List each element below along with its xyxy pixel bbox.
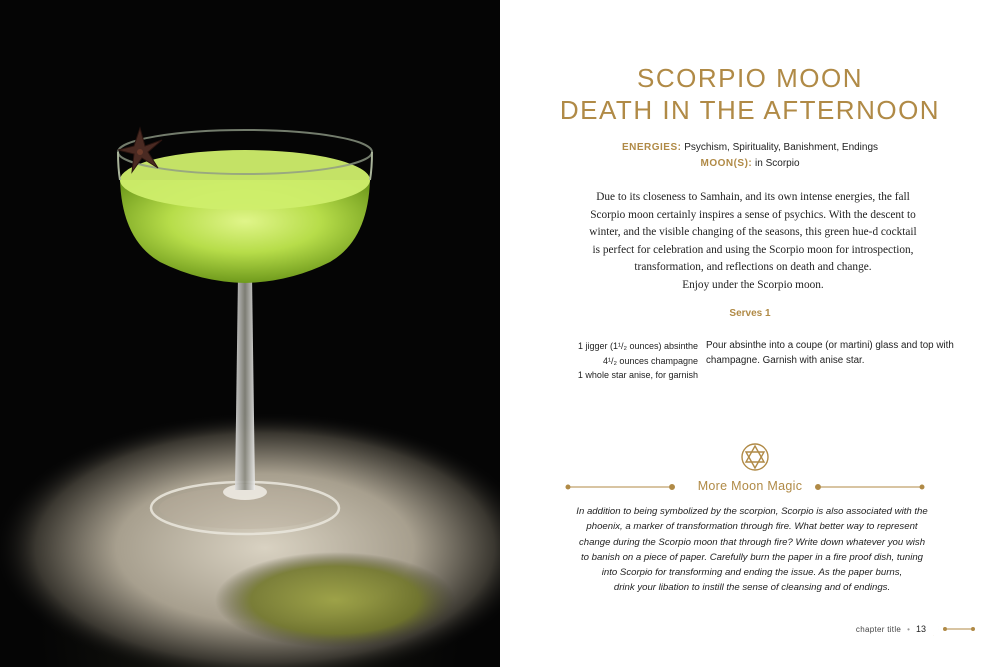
moons-label: MOON(S): xyxy=(700,158,753,169)
recipe-title-line1: SCORPIO MOON xyxy=(636,63,863,93)
more-moon-magic-heading: More Moon Magic xyxy=(697,479,803,493)
ingredient-item: 4¹/₂ ounces champagne xyxy=(602,355,698,366)
intro-line: transformation, and reflections on death and change. xyxy=(634,261,872,274)
moons-value: in Scorpio xyxy=(752,158,800,169)
energies-label: ENERGIES: xyxy=(621,142,682,153)
energies-line xyxy=(500,141,1000,155)
magic-line: phoenix, a marker of transformation through fire. What better way to represent xyxy=(586,521,918,533)
serves-label: Serves 1 xyxy=(729,308,771,319)
moon-star-ornament-icon xyxy=(720,440,790,474)
glass-stem xyxy=(235,275,255,490)
energies-value: Psychism, Spirituality, Banishment, Endings xyxy=(681,142,879,153)
recipe-title-line2: DEATH IN THE AFTERNOON xyxy=(559,95,941,125)
ingredients-list xyxy=(530,339,698,383)
page-number: 13 xyxy=(915,624,926,634)
crescent-ornament-icon xyxy=(928,620,976,638)
magic-paragraph xyxy=(562,504,942,596)
footer-separator: • xyxy=(907,624,910,634)
intro-line: winter, and the visible changing of the seasons, this green hue-d cocktail xyxy=(589,226,917,239)
page-footer xyxy=(856,620,976,638)
intro-paragraph xyxy=(568,189,938,295)
moons-line xyxy=(500,157,1000,171)
magic-line: In addition to being symbolized by the scorpion, Scorpio is also associated with the xyxy=(576,506,928,517)
intro-line: Scorpio moon certainly inspires a sense of psychics. With the descent to xyxy=(590,208,916,221)
recipe-page xyxy=(500,0,1000,667)
magic-line: drink your libation to instill the sense of cleansing and of endings. xyxy=(613,582,891,594)
chapter-title: chapter title xyxy=(855,624,902,634)
intro-line: is perfect for celebration and using the Scorpio moon for introspection, xyxy=(592,243,914,256)
magic-line: change during the Scorpio moon that through fire? Write down whatever you wish xyxy=(578,536,926,548)
cast-shadow xyxy=(215,552,455,648)
magic-line: into Scorpio for transforming and ending the issue. As the paper burns, xyxy=(601,567,903,579)
intro-line: Enjoy under the Scorpio moon. xyxy=(682,278,824,291)
ingredient-item: 1 whole star anise, for garnish xyxy=(577,370,698,380)
intro-line: Due to its closeness to Samhain, and its own intense energies, the fall xyxy=(596,191,910,203)
magic-line: to banish on a piece of paper. Carefully burn the paper in a fire proof dish, tuning xyxy=(580,551,924,563)
ingredient-item: 1 jigger (1¹/₂ ounces) absinthe xyxy=(577,341,698,351)
method-text: Pour absinthe into a coupe (or martini) glass and top with champagne. Garnish with anise star. xyxy=(706,340,954,366)
